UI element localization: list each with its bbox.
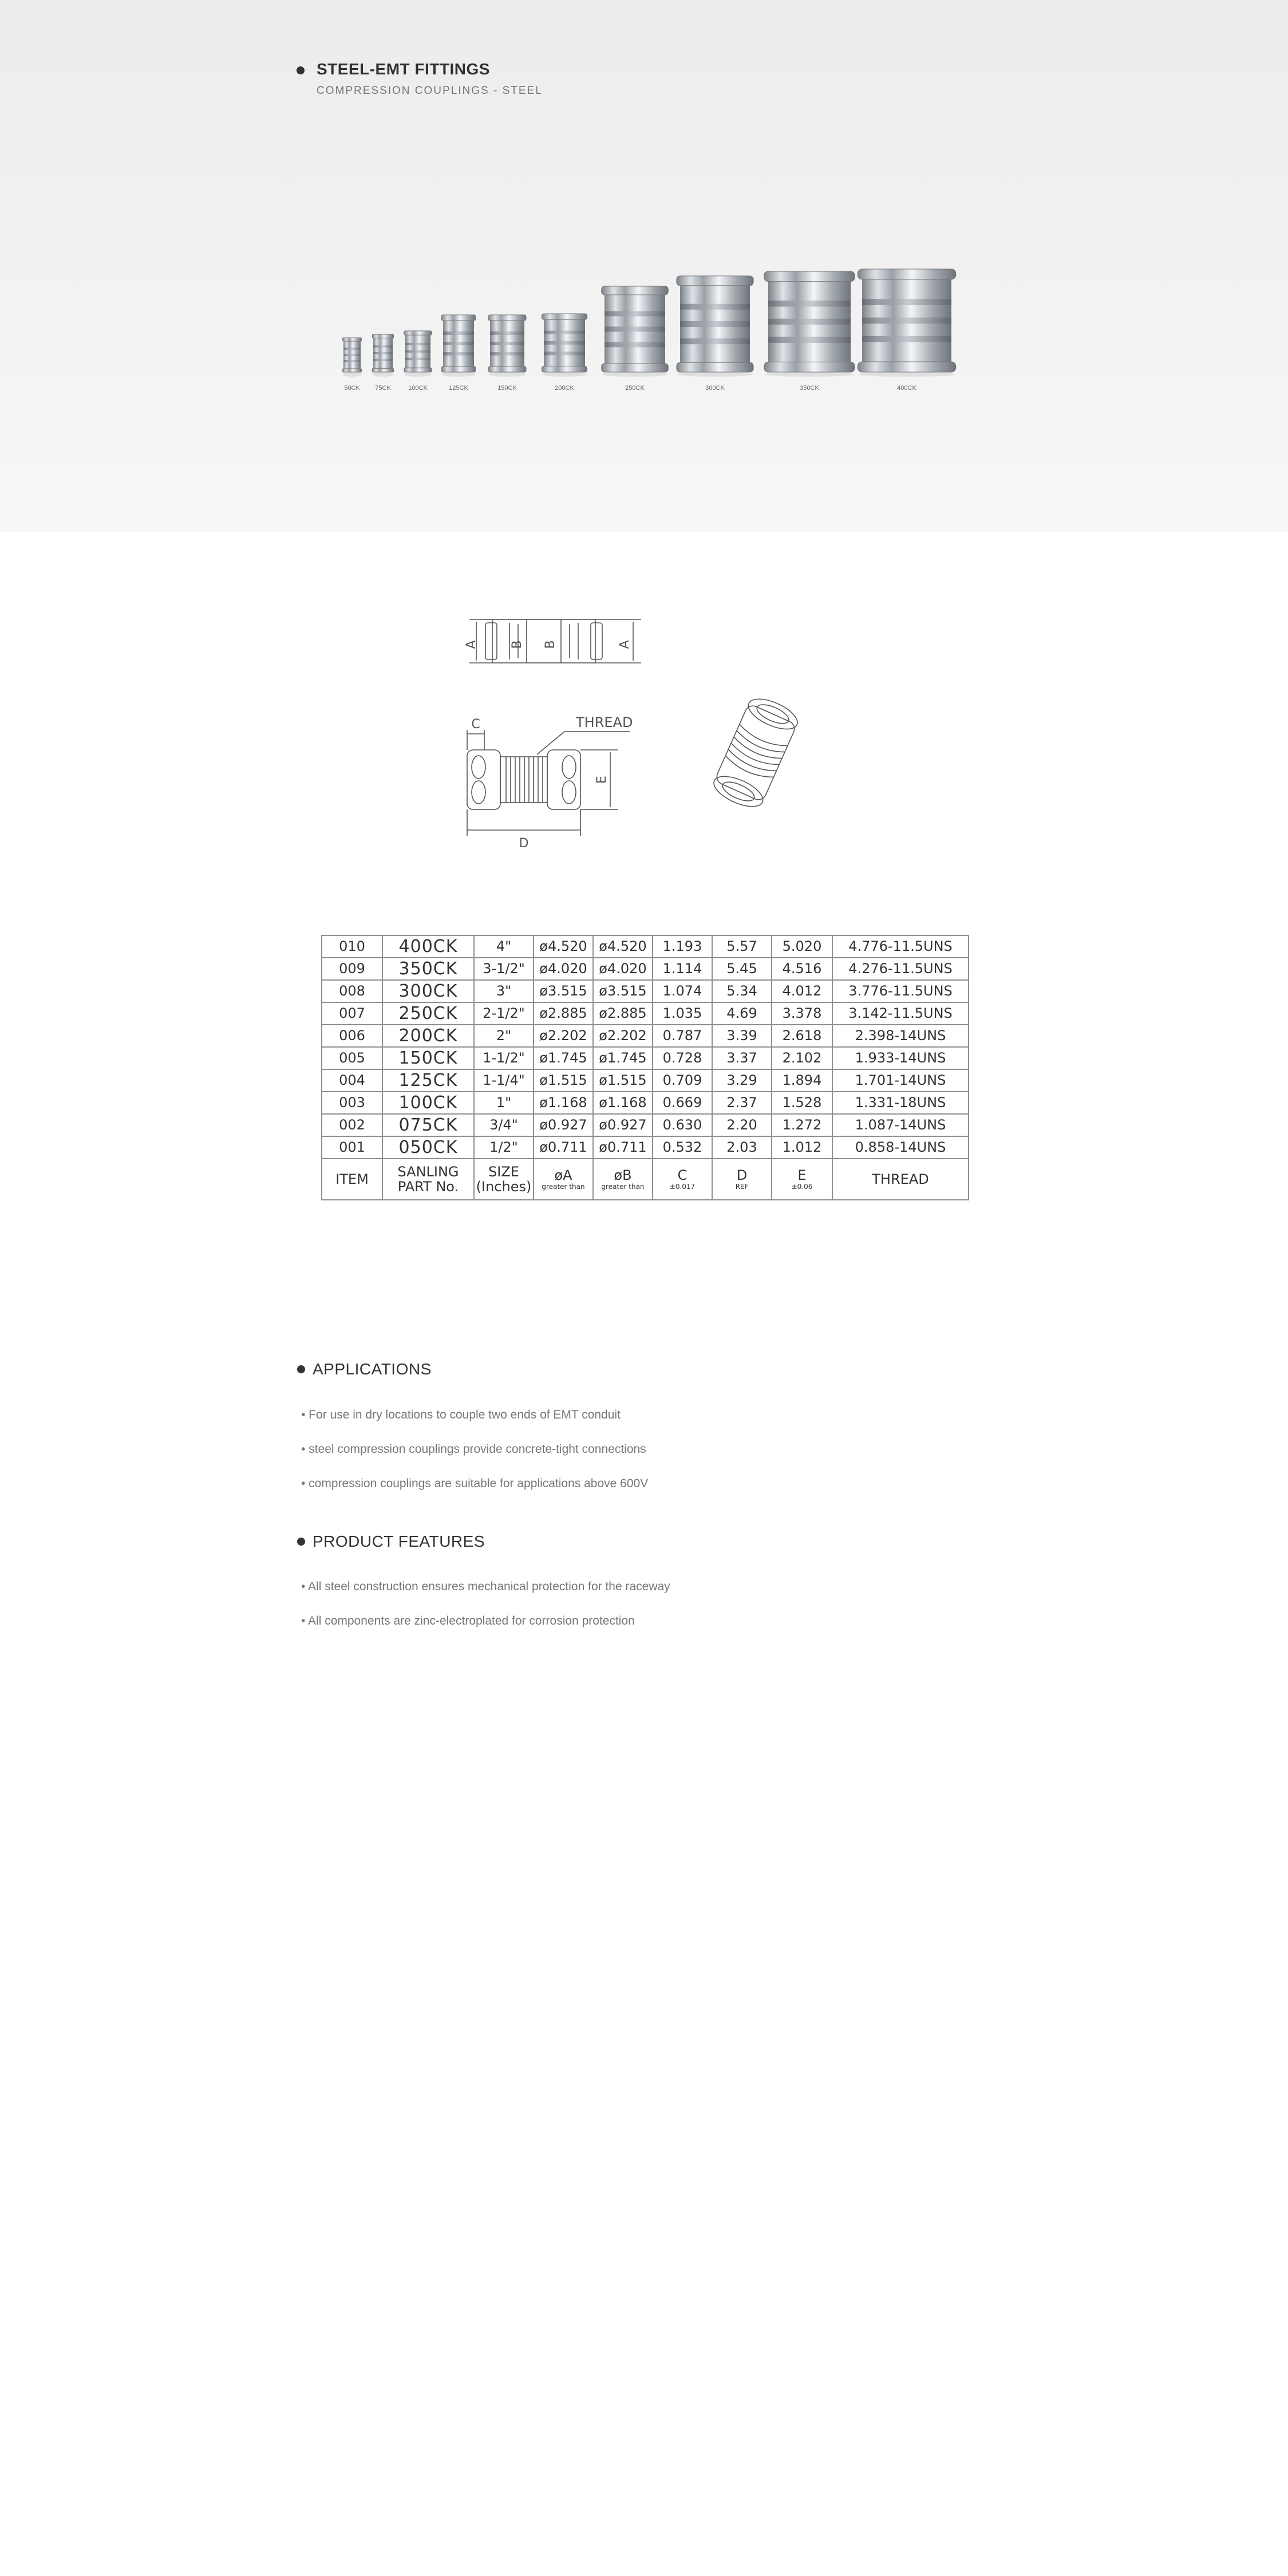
dim-label-b-right: B [543, 640, 558, 649]
cell-item: 007 [322, 1002, 382, 1025]
table-header-row [322, 1159, 969, 1200]
cell-item: 004 [322, 1069, 382, 1092]
cell-thread: 2.398-14UNS [832, 1025, 969, 1047]
cell-item: 003 [322, 1092, 382, 1114]
cell-dia-b: ø0.711 [593, 1136, 653, 1159]
applications-item: • steel compression couplings provide concrete-tight connections [301, 1443, 646, 1456]
cell-dia-b: ø1.515 [593, 1069, 653, 1092]
cell-size: 3" [474, 980, 534, 1002]
cell-thread: 4.776-11.5UNS [832, 935, 969, 958]
dim-label-b-left: B [510, 640, 524, 649]
features-title: PRODUCT FEATURES [313, 1532, 485, 1550]
cell-dim-c: 0.709 [653, 1069, 712, 1092]
cell-thread: 0.858-14UNS [832, 1136, 969, 1159]
cell-part-no: 050CK [382, 1136, 474, 1159]
applications-title: APPLICATIONS [313, 1360, 432, 1378]
cell-item: 005 [322, 1047, 382, 1069]
cell-dim-c: 1.193 [653, 935, 712, 958]
coupling-1 [343, 338, 362, 372]
table-row [322, 1092, 969, 1114]
cell-part-no: 250CK [382, 1002, 474, 1025]
cell-item: 006 [322, 1025, 382, 1047]
cell-size: 2-1/2" [474, 1002, 534, 1025]
cell-dia-b: ø1.745 [593, 1047, 653, 1069]
cell-size: 1-1/2" [474, 1047, 534, 1069]
cell-dim-d: 5.34 [712, 980, 772, 1002]
cell-dia-a: ø1.168 [534, 1092, 593, 1114]
coupling-label: 100CK [408, 385, 428, 392]
cell-dim-c: 1.035 [653, 1002, 712, 1025]
col-header-b-label: øB [614, 1167, 632, 1183]
cell-thread: 1.087-14UNS [832, 1114, 969, 1136]
coupling-label: 150CK [497, 385, 517, 392]
page-title: STEEL-EMT FITTINGS [317, 60, 490, 78]
cell-dim-d: 2.20 [712, 1114, 772, 1136]
coupling-label: 400CK [897, 385, 916, 392]
cell-dim-c: 0.787 [653, 1025, 712, 1047]
coupling-9 [764, 271, 855, 372]
coupling-label: 250CK [625, 385, 645, 392]
coupling-8 [677, 276, 753, 372]
cell-dia-a: ø1.745 [534, 1047, 593, 1069]
cell-dia-a: ø0.711 [534, 1136, 593, 1159]
coupling-4 [441, 315, 475, 372]
cell-dim-d: 2.37 [712, 1092, 772, 1114]
cell-dia-a: ø4.520 [534, 935, 593, 958]
spec-table [321, 935, 969, 1200]
cell-dia-a: ø2.202 [534, 1025, 593, 1047]
title-bullet [297, 66, 305, 74]
coupling-isometric-view [710, 693, 802, 812]
cell-thread: 1.933-14UNS [832, 1047, 969, 1069]
col-header-b-note: greater than [601, 1183, 645, 1191]
col-header-size-line2: (Inches) [476, 1179, 532, 1195]
coupling-label: 200CK [555, 385, 574, 392]
col-header-e-note: ±0.06 [791, 1183, 813, 1191]
cell-item: 009 [322, 958, 382, 980]
cell-thread: 4.276-11.5UNS [832, 958, 969, 980]
coupling-2 [372, 334, 393, 372]
cell-dim-e: 2.618 [772, 1025, 832, 1047]
coupling-6 [542, 314, 587, 372]
cell-dia-b: ø1.168 [593, 1092, 653, 1114]
dim-label-a-right: A [618, 640, 632, 649]
col-header-d [712, 1159, 772, 1200]
coupling-3 [404, 331, 432, 372]
col-header-thread: THREAD [832, 1159, 969, 1200]
cell-dia-a: ø1.515 [534, 1069, 593, 1092]
table-row [322, 1047, 969, 1069]
hero-banner [0, 0, 1288, 532]
cell-part-no: 100CK [382, 1092, 474, 1114]
table-row [322, 1114, 969, 1136]
cell-dim-d: 3.39 [712, 1025, 772, 1047]
cell-dim-e: 1.894 [772, 1069, 832, 1092]
cell-part-no: 400CK [382, 935, 474, 958]
coupling-label: 50CK [344, 385, 360, 392]
cell-dia-a: ø4.020 [534, 958, 593, 980]
applications-item: • For use in dry locations to couple two ends of EMT conduit [301, 1408, 621, 1421]
col-header-a-note: greater than [542, 1183, 585, 1191]
cell-dim-e: 5.020 [772, 935, 832, 958]
cell-size: 1-1/4" [474, 1069, 534, 1092]
cell-dim-e: 3.378 [772, 1002, 832, 1025]
cell-part-no: 200CK [382, 1025, 474, 1047]
cell-dim-e: 2.102 [772, 1047, 832, 1069]
features-item: • All steel construction ensures mechanical protection for the raceway [301, 1580, 670, 1593]
cell-dim-c: 0.532 [653, 1136, 712, 1159]
cell-thread: 1.331-18UNS [832, 1092, 969, 1114]
col-header-d-note: REF [735, 1183, 749, 1191]
col-header-part-line1: SANLING [397, 1164, 459, 1180]
coupling-label: 75CK [375, 385, 391, 392]
col-header-size-line1: SIZE [488, 1164, 519, 1180]
col-header-c [653, 1159, 712, 1200]
cell-dim-c: 1.074 [653, 980, 712, 1002]
col-header-size [474, 1159, 534, 1200]
applications-bullet [297, 1365, 305, 1373]
dim-label-e: E [595, 776, 609, 784]
cell-dim-d: 3.29 [712, 1069, 772, 1092]
cell-dim-c: 0.669 [653, 1092, 712, 1114]
col-header-e-label: E [797, 1167, 807, 1183]
applications-item: • compression couplings are suitable for applications above 600V [301, 1477, 649, 1490]
cell-dia-b: ø4.020 [593, 958, 653, 980]
col-header-e [772, 1159, 832, 1200]
technical-drawing [435, 607, 847, 870]
features-item: • All components are zinc-electroplated for corrosion protection [301, 1614, 635, 1627]
cell-dim-e: 4.012 [772, 980, 832, 1002]
cell-item: 002 [322, 1114, 382, 1136]
cell-dim-c: 0.630 [653, 1114, 712, 1136]
cell-dim-c: 0.728 [653, 1047, 712, 1069]
cell-item: 010 [322, 935, 382, 958]
cell-part-no: 075CK [382, 1114, 474, 1136]
cell-size: 1/2" [474, 1136, 534, 1159]
col-header-c-label: C [677, 1167, 688, 1183]
col-header-d-label: D [736, 1167, 748, 1183]
coupling-5 [488, 315, 526, 372]
cell-dim-d: 5.57 [712, 935, 772, 958]
cell-dim-d: 2.03 [712, 1136, 772, 1159]
cell-size: 1" [474, 1092, 534, 1114]
coupling-7 [602, 286, 669, 372]
cell-size: 4" [474, 935, 534, 958]
table-row [322, 935, 969, 958]
cell-dia-a: ø0.927 [534, 1114, 593, 1136]
table-row [322, 980, 969, 1002]
thread-label: THREAD [576, 714, 633, 730]
cell-dia-b: ø2.202 [593, 1025, 653, 1047]
col-header-a-label: øA [554, 1167, 572, 1183]
dim-label-c: C [471, 717, 480, 732]
cell-dia-b: ø4.520 [593, 935, 653, 958]
coupling-label: 350CK [800, 385, 819, 392]
dim-label-a-left: A [464, 640, 479, 649]
col-header-item: ITEM [322, 1159, 382, 1200]
cell-dim-d: 5.45 [712, 958, 772, 980]
cell-dim-e: 1.272 [772, 1114, 832, 1136]
dim-label-d: D [519, 836, 529, 851]
table-row [322, 1002, 969, 1025]
table-row [322, 1069, 969, 1092]
cell-item: 001 [322, 1136, 382, 1159]
cell-dim-e: 1.528 [772, 1092, 832, 1114]
cell-thread: 1.701-14UNS [832, 1069, 969, 1092]
cell-part-no: 350CK [382, 958, 474, 980]
cell-size: 2" [474, 1025, 534, 1047]
cell-part-no: 150CK [382, 1047, 474, 1069]
cell-dia-a: ø3.515 [534, 980, 593, 1002]
page-subtitle: COMPRESSION COUPLINGS - STEEL [317, 85, 543, 97]
table-row [322, 958, 969, 980]
col-header-a [534, 1159, 593, 1200]
cell-thread: 3.142-11.5UNS [832, 1002, 969, 1025]
cell-dim-d: 3.37 [712, 1047, 772, 1069]
cell-thread: 3.776-11.5UNS [832, 980, 969, 1002]
cell-dim-c: 1.114 [653, 958, 712, 980]
cell-size: 3/4" [474, 1114, 534, 1136]
col-header-part-line2: PART No. [397, 1179, 459, 1195]
coupling-label: 125CK [449, 385, 468, 392]
features-bullet [297, 1538, 305, 1546]
table-row [322, 1136, 969, 1159]
cell-dim-e: 1.012 [772, 1136, 832, 1159]
cell-part-no: 300CK [382, 980, 474, 1002]
col-header-part [382, 1159, 474, 1200]
col-header-c-note: ±0.017 [669, 1183, 696, 1191]
cell-dim-e: 4.516 [772, 958, 832, 980]
cell-item: 008 [322, 980, 382, 1002]
table-row [322, 1025, 969, 1047]
cell-size: 3-1/2" [474, 958, 534, 980]
cell-dia-b: ø3.515 [593, 980, 653, 1002]
coupling-10 [858, 269, 956, 372]
cell-dia-b: ø0.927 [593, 1114, 653, 1136]
col-header-b [593, 1159, 653, 1200]
coupling-label: 300CK [705, 385, 725, 392]
cell-dia-b: ø2.885 [593, 1002, 653, 1025]
cell-dim-d: 4.69 [712, 1002, 772, 1025]
coupling-lineup-image [321, 252, 973, 401]
cell-dia-a: ø2.885 [534, 1002, 593, 1025]
cell-part-no: 125CK [382, 1069, 474, 1092]
